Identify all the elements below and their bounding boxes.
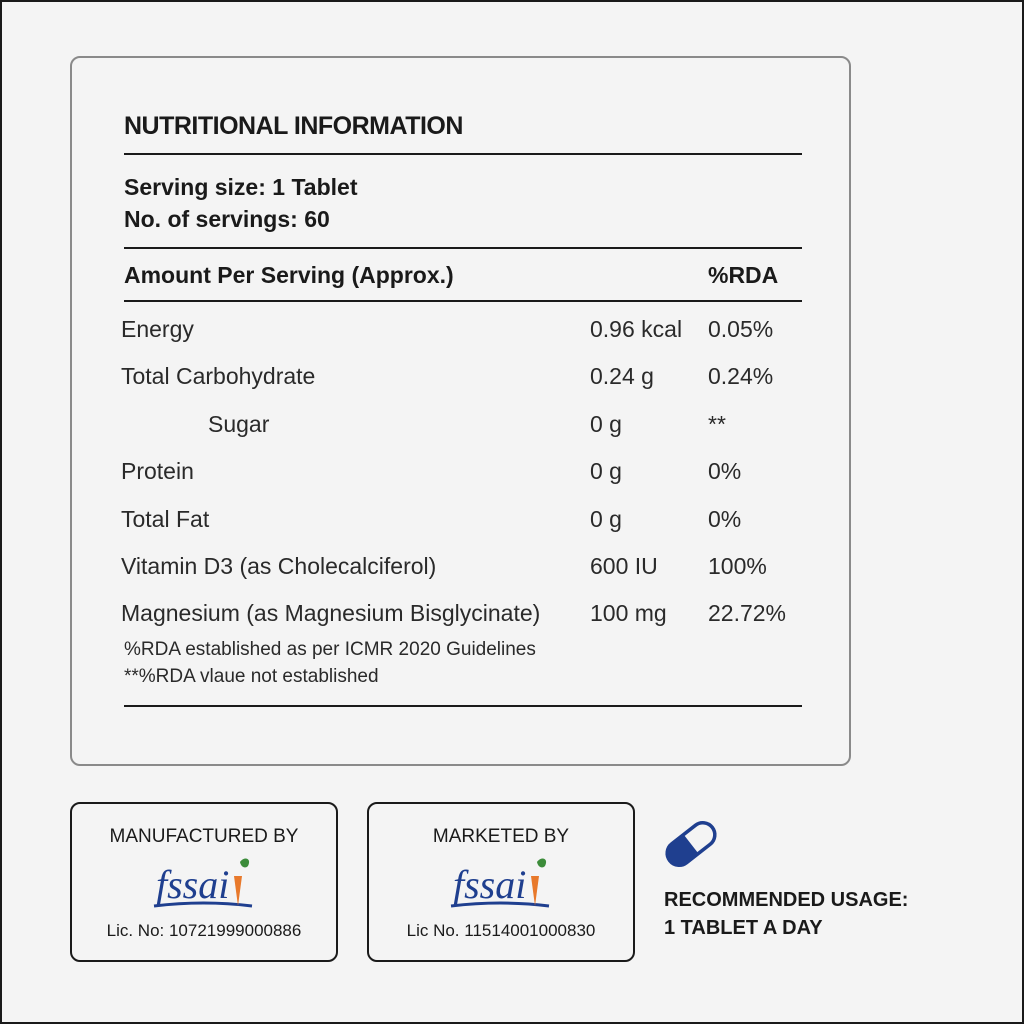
recommended-usage <box>664 886 908 942</box>
fssai-wordmark: fssai <box>453 862 527 907</box>
nutrient-rda: 0.24% <box>708 363 774 389</box>
footer-divider <box>124 705 802 707</box>
nutrient-name: Magnesium (as Magnesium Bisglycinate) <box>121 600 541 626</box>
usage-heading: RECOMMENDED USAGE: <box>664 889 909 911</box>
manufactured-by-label: MANUFACTURED BY <box>109 826 299 847</box>
manufacturer-license: Lic. No: 10721999000886 <box>106 921 302 940</box>
nutrient-amount: 0 g <box>590 458 622 484</box>
rda-note: %RDA established as per ICMR 2020 Guidelines <box>124 639 536 660</box>
usage-dosage: 1 TABLET A DAY <box>664 917 823 939</box>
serving-divider <box>124 247 802 249</box>
nutrient-amount: 0.24 g <box>590 363 654 389</box>
nutrient-amount: 100 mg <box>590 600 667 626</box>
table-row <box>121 553 802 589</box>
table-row <box>124 411 802 447</box>
fssai-wordmark: fssai <box>156 862 230 907</box>
nutrient-name: Vitamin D3 (as Cholecalciferol) <box>121 553 437 579</box>
rda-not-established-note: **%RDA vlaue not established <box>124 666 379 687</box>
header-divider <box>124 300 802 302</box>
nutrient-rda: 0% <box>708 458 742 484</box>
nutrient-amount: 0 g <box>590 506 622 532</box>
table-row <box>121 363 802 399</box>
table-row <box>121 458 802 494</box>
table-row <box>121 316 802 352</box>
footnotes <box>124 636 536 690</box>
nutrient-rda: 22.72% <box>708 600 787 626</box>
servings-count: No. of servings: 60 <box>124 206 330 232</box>
fssai-logo <box>148 854 260 918</box>
serving-info <box>124 171 357 235</box>
nutrient-name: Sugar <box>208 411 270 437</box>
serving-size: Serving size: 1 Tablet <box>124 174 358 200</box>
marketed-by-label: MARKETED BY <box>432 826 570 847</box>
nutrient-amount: 0.96 kcal <box>590 316 683 342</box>
capsule-icon <box>658 814 724 874</box>
nutrient-rda: 100% <box>708 553 767 579</box>
fssai-logo <box>445 854 557 918</box>
nutrient-name: Protein <box>121 458 194 484</box>
manufacturer-box <box>70 802 338 962</box>
nutrient-name: Energy <box>121 316 194 342</box>
marketer-box <box>367 802 635 962</box>
nutrient-rda: 0% <box>708 506 742 532</box>
nutrient-rda: ** <box>708 411 726 437</box>
table-row <box>121 600 802 636</box>
marketer-license: Lic No. 11514001000830 <box>406 921 596 940</box>
nutrient-name: Total Carbohydrate <box>121 363 316 389</box>
amount-header: Amount Per Serving (Approx.) <box>124 262 454 288</box>
nutrition-title: NUTRITIONAL INFORMATION <box>124 112 463 140</box>
nutrient-name: Total Fat <box>121 506 210 532</box>
table-row <box>121 506 802 542</box>
nutrient-amount: 0 g <box>590 411 622 437</box>
rda-header: %RDA <box>708 262 779 288</box>
nutrition-panel <box>70 56 851 766</box>
title-divider <box>124 153 802 155</box>
nutrient-rda: 0.05% <box>708 316 774 342</box>
nutrient-amount: 600 IU <box>590 553 658 579</box>
